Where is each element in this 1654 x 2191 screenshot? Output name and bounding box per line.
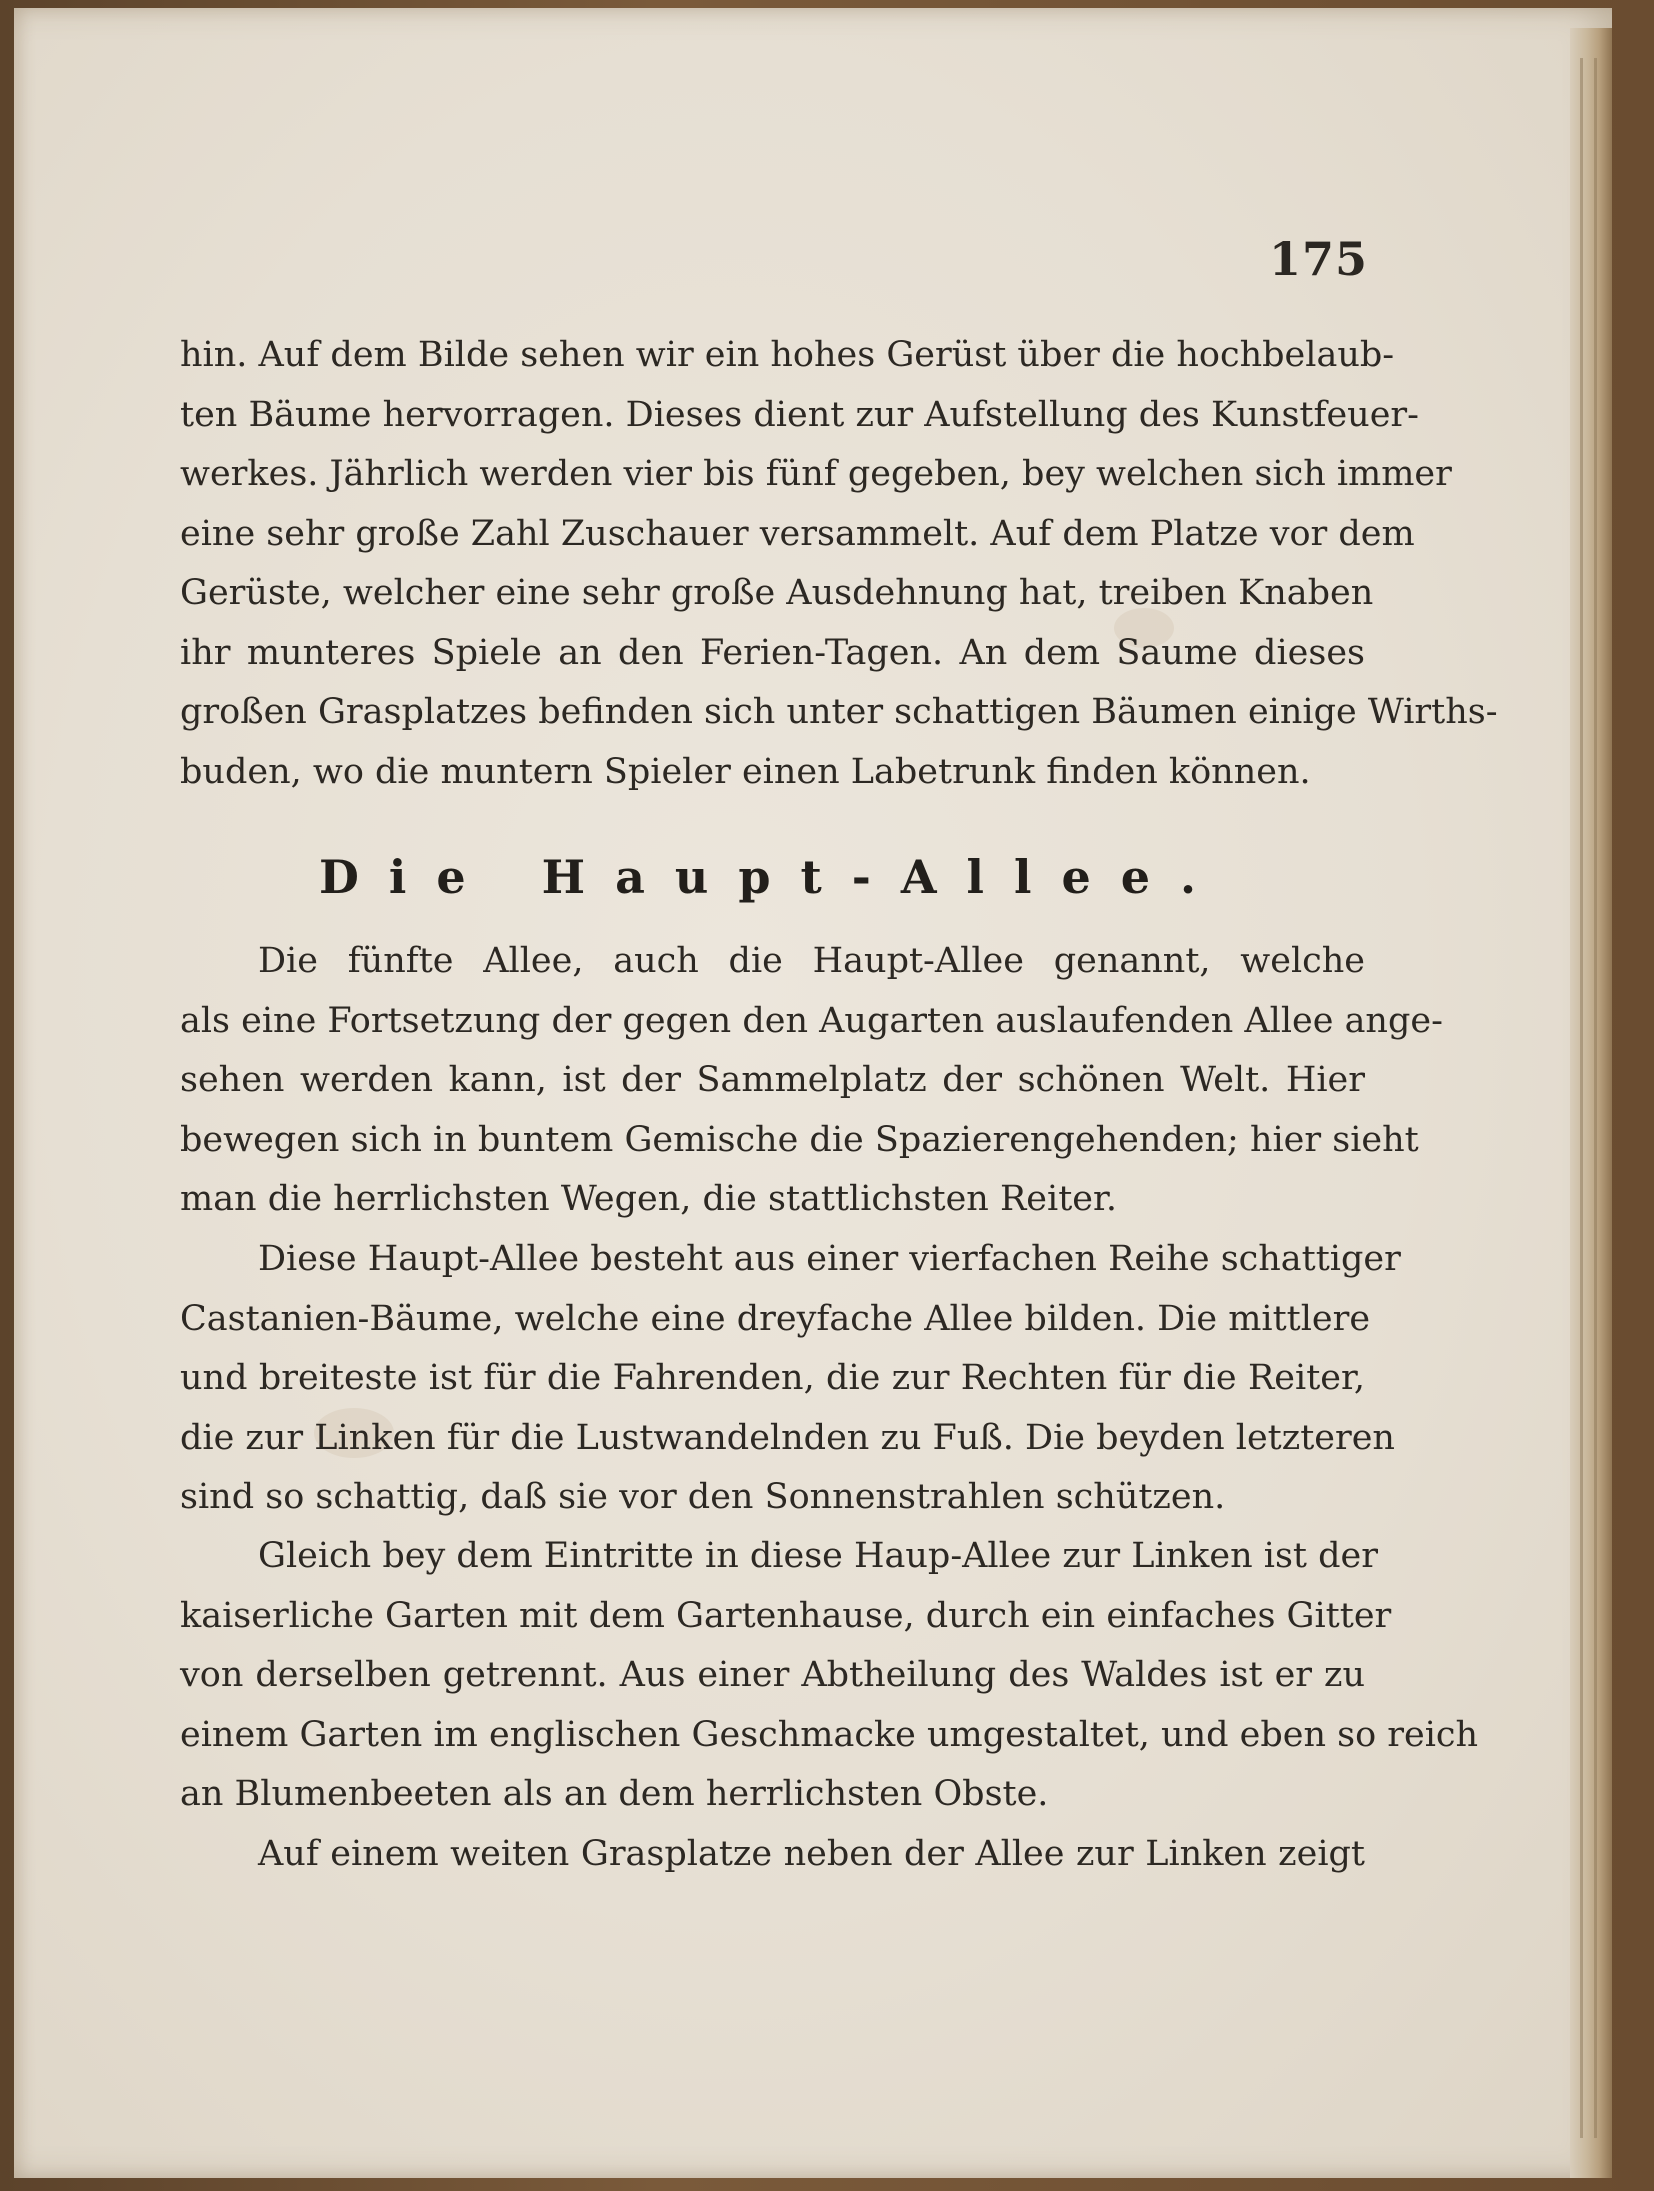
text-line: großen Grasplatzes befinden sich unter schattigen Bäumen einige Wirths- — [180, 692, 1498, 732]
text-line: bewegen sich in buntem Gemische die Spazierengehenden; hier sieht — [180, 1119, 1419, 1160]
text-line: Gleich bey dem Eintritte in diese Haup-Allee zur Linken ist der — [258, 1536, 1378, 1576]
text-line: eine sehr große Zahl Zuschauer versammelt. Auf dem Platze vor dem — [180, 513, 1415, 554]
paragraph-1 — [180, 326, 1498, 802]
text-line: die zur Linken für die Lustwandelnden zu Fuß. Die beyden letzteren — [180, 1417, 1395, 1458]
text-line: ten Bäume hervorragen. Dieses dient zur Aufstellung des Kunstfeuer- — [180, 394, 1419, 435]
page-number: 175 — [1268, 232, 1368, 286]
paragraph-3 — [180, 1230, 1401, 1528]
text-line: sehen werden kann, ist der Sammelplatz der schönen Welt. Hier — [180, 1060, 1365, 1100]
page-edge — [1570, 28, 1612, 2178]
section-heading: Die Haupt-Allee. — [318, 850, 1227, 904]
text-line: kaiserliche Garten mit dem Gartenhause, durch ein einfaches Gitter — [180, 1595, 1392, 1636]
text-line: Die fünfte Allee, auch die Haupt-Allee genannt, welche — [258, 941, 1365, 981]
text-line: von derselben getrennt. Aus einer Abtheilung des Waldes ist er zu — [180, 1655, 1365, 1695]
paragraph-4 — [180, 1527, 1479, 1825]
paragraph-5 — [180, 1825, 1365, 1885]
text-line: und breiteste ist für die Fahrenden, die zur Rechten für die Reiter, — [180, 1358, 1365, 1398]
text-line: Auf einem weiten Grasplatze neben der Allee zur Linken zeigt — [258, 1834, 1365, 1874]
text-line: Diese Haupt-Allee besteht aus einer vierfachen Reihe schattiger — [258, 1239, 1401, 1279]
text-line: sind so schattig, daß sie vor den Sonnenstrahlen schützen. — [180, 1477, 1226, 1517]
text-line: ihr munteres Spiele an den Ferien-Tagen. An dem Saume dieses — [180, 632, 1365, 673]
text-line: werkes. Jährlich werden vier bis fünf gegeben, bey welchen sich immer — [180, 454, 1452, 494]
text-line: hin. Auf dem Bilde sehen wir ein hohes Gerüst über die hochbelaub- — [180, 335, 1395, 375]
paragraph-2 — [180, 932, 1443, 1230]
text-line: man die herrlichsten Wegen, die stattlichsten Reiter. — [180, 1179, 1118, 1219]
text-line: als eine Fortsetzung der gegen den Augarten auslaufenden Allee ange- — [180, 1000, 1443, 1041]
text-line: Gerüste, welcher eine sehr große Ausdehnung hat, treiben Knaben — [180, 573, 1374, 613]
text-line: buden, wo die muntern Spieler einen Labetrunk finden können. — [180, 751, 1311, 792]
text-line: Castanien-Bäume, welche eine dreyfache Allee bilden. Die mittlere — [180, 1298, 1371, 1339]
text-line: an Blumenbeeten als an dem herrlichsten Obste. — [180, 1774, 1049, 1814]
text-line: einem Garten im englischen Geschmacke umgestaltet, und eben so reich — [180, 1714, 1479, 1755]
